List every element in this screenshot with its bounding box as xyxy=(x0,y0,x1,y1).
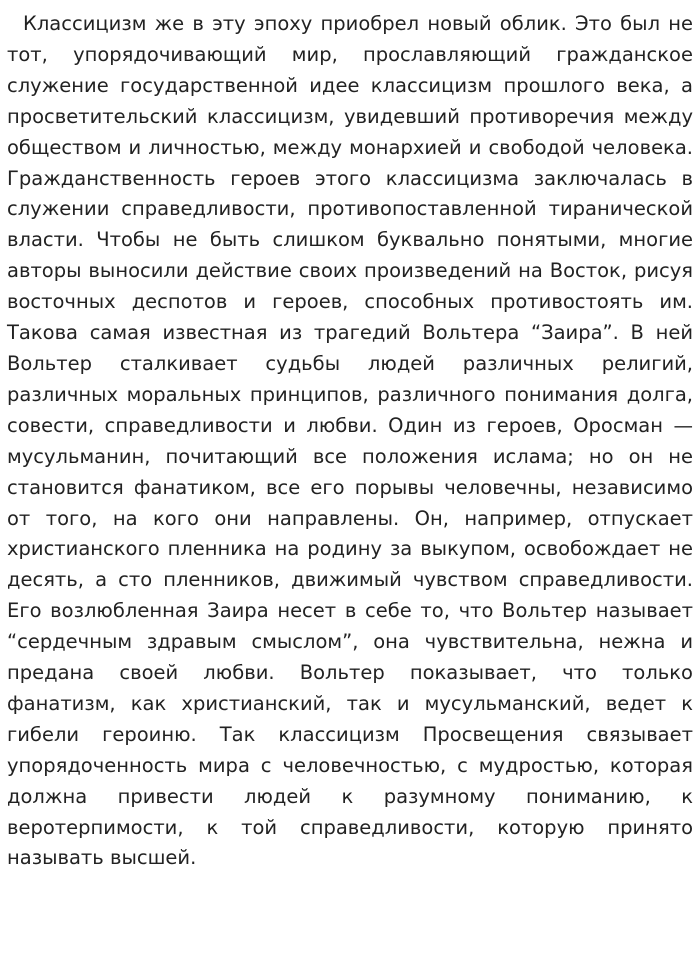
document-page xyxy=(7,9,693,874)
body-paragraph: Классицизм же в эту эпоху приобрел новый облик. Это был не тот, упорядочивающий мир, прославляющий гражданское служение государственной идее классицизм прошлого века, а просветительский классицизм, увидевший противоречия между обществом и личностью, между монархией и свободой человека. Гражданственность героев этого классицизма заключалась в служении справедливости, противопоставленной тиранической власти. Чтобы не быть слишком буквально понятыми, многие авторы выносили действие своих произведений на Восток, рисуя восточных деспотов и героев, способных противостоять им. Такова самая известная из трагедий Вольтера “Заира”. В ней Вольтер сталкивает судьбы людей различных религий, различных моральных принципов, различного понимания долга, совести, справедливости и любви. Один из героев, Оросман — мусульманин, почитающий все положения ислама; но он не становится фанатиком, все его порывы человечны, независимо от того, на кого они направлены. Он, например, отпускает христианского пленника на родину за выкупом, освобождает не десять, а сто пленников, движимый чувством справедливости. Его возлюбленная Заира несет в себе то, что Вольтер называет “сердечным здравым смыслом”, она чувствительна, нежна и предана своей любви. Вольтер показывает, что только фанатизм, как христианский, так и мусульманский, ведет к гибели героиню. Так классицизм Просвещения связывает упорядоченность мира с человечностью, с мудростью, которая должна привести людей к разумному пониманию, к веротерпимости, к той справедливости, которую принято называть высшей. xyxy=(7,12,693,870)
